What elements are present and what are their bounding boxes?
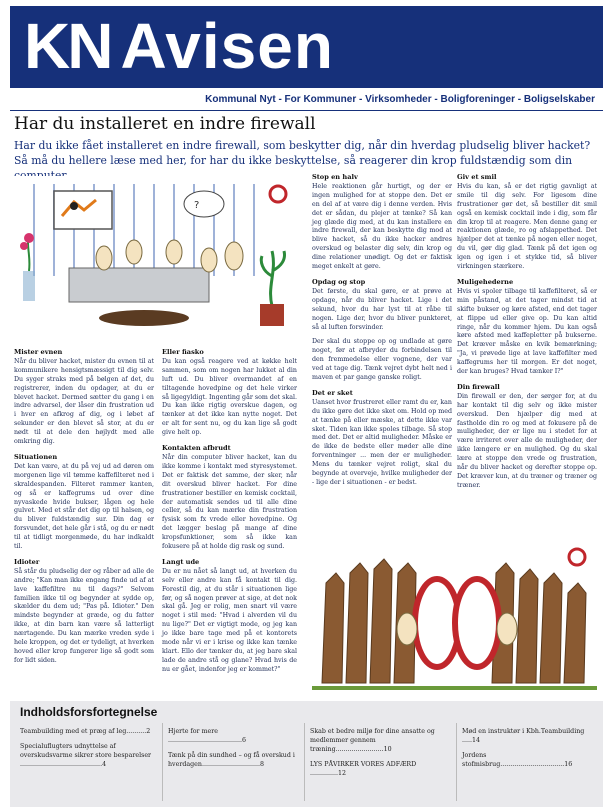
- toc-divider: [304, 723, 305, 801]
- newspaper-logo[interactable]: [24, 10, 334, 82]
- section-heading: Mister evnen: [14, 348, 63, 356]
- article-column-3: [312, 173, 452, 488]
- toc-entry[interactable]: Hjerte for mere .....................................6: [168, 728, 247, 744]
- section-heading: Det er sket: [312, 388, 353, 397]
- toc-entry[interactable]: LYS PÅVIRKER VORES ADFÆRD ..............12: [310, 761, 417, 777]
- section-text: Hvis vi spoler tilbage til kaffefilteret, så er min påstand, at det tager mindst tid at skifte bukser og køre afsted, end det tager at flippe ud eller give op. Du kan altid ringe, når du kommer hjem. Du kan også køre afsted med kaffepletter på bukserne. Det kræver måske en kvik bemærkning; "Ja, vi prøvede lige at lave kaffefilter med kaffegrums her til morgen. Er det noget, der kan bruges? Hvad tænker I?": [457, 287, 597, 376]
- section-text: Uanset hvor frustreret eller ramt du er, kan du ikke gøre det ikke sket om. Hold op med at tænke på eller mæske, at dette ikke var sket. Tiden kan ikke spoles tilbage. Så stop med det. Det er altid muligheder. Måske er de ikke de bedste eller møder alle dine forventninger ... men der er muligheder. Mens du tænker vejret roligt, skal du begynde at overveje, hvilke muligheder der - lige der i situationen - er bedst.: [312, 398, 452, 486]
- section-heading: Muligehederne: [457, 277, 514, 286]
- article-lead: Har du ikke fået installeret en indre firewall, som beskytter dig, når din hverdag pludselig bliver hacket? Så må du hellere læse med her, for har du ikke beskyttelse, så reagerer din krop fuldstændig som din: [14, 139, 591, 167]
- masthead: [10, 6, 603, 88]
- toc-column-1: [20, 727, 158, 775]
- toc-divider: [162, 723, 163, 801]
- office-illustration: [14, 176, 297, 338]
- section-text: Din firewall er den, der sørger for, at du har kontakt til dig selv og ikke mister overskud. Den hjælper dig med at fastholde din ro og med at fokusere på de muligheder, der er lige nu i stedet for at være irriteret over alle de muligheder, der ikke længere er en mulighed. Og du skal lære at stoppe den vrede og frustration, når du bliver hacket og derefter stoppe op. Det kræver kun, at du træner og træner og træner.: [457, 392, 597, 489]
- table-of-contents: [10, 701, 603, 807]
- toc-entry[interactable]: Tænk på din sundhed – og få overskud i hverdagen.............................8: [168, 752, 295, 768]
- article-column-4: [457, 173, 597, 491]
- section-heading: Langt ude: [162, 557, 200, 566]
- section-heading: Giv et smil: [457, 173, 497, 181]
- section-text: Du kan også reagere ved at køkke helt sammen, som om nogen har lukket al din luft ud. Du bliver overmandet af en tiltagende hovedpine og det hele virker så ligegyldigt. Ingenting går som det skal. Du kan ikke rigtig overskue dagen, og tænker at det ikke kan nytte noget. Det er alt for sent nu, og du kan lige så godt give helt op.: [162, 357, 297, 437]
- section-heading: Kontakten afbrudt: [162, 444, 231, 453]
- tagline: [10, 92, 603, 111]
- section-text: Det kan være, at du på vej ud ad døren om morgenen lige vil tømme kaffefilteret ned i skraldespanden. Filteret rammer kanten, og så er kaffegrums ud over dine nyvaskede hvide bukser, lågen og hele gulvet. Med et står det dig op til halsen, og du bliver fuldstændig sur. Din dag er forsvundet, det hele går i stå, og du er nødt til at tidligt morgenmøde, du har indkaldt til.: [14, 462, 154, 551]
- section-text: Når din computer bliver hacket, kan du ikke komme i kontakt med styresystemet. Det er faktisk det samme, der sker, når dit overskud bliver hacket. For dine frustrationer bestiller en kemisk cocktail, der automatisk sendes ud til alle dine celler, så du kan mærke din frustration fysisk som fx vrede eller hovedpine. Og det lægger beslag på mange af dine kropsfunktioner, som så ikke kan fokusere på at holde dig rask og sund.: [162, 453, 297, 551]
- section-text: Der skal du stoppe op og undlade at gøre noget, før at afbryder du forbindelsen til den fremmedelse eller vognene, der var ved at tage dig. Tænk vejret dybt helt ned i maven et par gange ganske roligt.: [312, 338, 452, 382]
- section-heading: Din firewall: [457, 382, 500, 391]
- section-text: Hvis du kan, så er det rigtig gavnligt at smile til dig selv. For ligesom dine frustrationer gør det, så bestiller dit smil også en kemisk cocktail inde i dig, som får din krop til at reagere. Men denne gang er reaktionen glæde, ro og afslappethed. Det hjælper det at tænke på nogen eller noget, du vil, gør dig glad. Tænk på det igen og igen og igen i et stykke tid, så bliver virkningen stærkere.: [457, 182, 597, 271]
- svg-text:?: ?: [194, 200, 200, 211]
- tagline-text: Kommunal Nyt - For Kommuner - Virksomheder - Boligforeninger - Boligselskaber: [205, 94, 595, 105]
- section-text: Hele reaktionen går hurtigt, og der er ingen mulighed for at stoppe den. Det er en del af at være dig i denne verden. Hvis det er sådan, du plejer at tænke? Så kan jeg glæde dig med, at du kan installere en indre firewall, der kan beskytte dig mod at blive hacket, så du ikke hacker andres overskud og belaster dig selv, din krop og dine relationer unødigt. Og det er faktisk meget enkelt at gøre.: [312, 182, 452, 271]
- fence-illustration: [312, 543, 597, 693]
- article-headline: Har du installeret en indre firewall: [14, 114, 316, 134]
- toc-column-3: [310, 727, 450, 784]
- toc-entry[interactable]: Specialuflugters udnyttelse af overskudsvarme sikrer store besparelser .........................................4: [20, 743, 152, 768]
- toc-entry[interactable]: Jordens stofmisbrug................................16: [462, 752, 573, 768]
- toc-entry[interactable]: Skab et bedre miljø for dine ansatte og medlemmer gennem træning........................10: [310, 728, 435, 753]
- article-column-1: [14, 348, 154, 666]
- logo-name: Avisen: [120, 10, 334, 82]
- toc-title: Indholdsforsfortegnelse: [20, 705, 158, 719]
- section-heading: Stop en halv: [312, 173, 358, 181]
- toc-divider: [456, 723, 457, 801]
- section-text: Så står du pludselig der og råber ad alle de andre; "Kan man ikke engang finde ud af at lave kaffefiltre nu til dags?" Selvom familien ikke til og begynder at sydde op, skælder du dem ud; "Pas på. Idioter." Den mindste begynder at græde, og du fatter ikke, at din barn kan være så latterligt nærtagende. Du kan mærke vreden syde i hele kroppen, og det er tydeligt, at hverken hoved eller krop fungerer lige så godt som for lidt siden.: [14, 567, 154, 664]
- section-heading: Eller fiasko: [162, 348, 204, 356]
- toc-column-4: [462, 727, 596, 775]
- article-column-2: [162, 348, 297, 675]
- logo-kn: KN: [24, 10, 111, 82]
- section-text: Det første, du skal gøre, er at prøve at opdage, når du bliver hacket. Lige i det sekund, hvor du har lyst til at råbe til nogen. Lige der, hvor du bliver punkteret, så al luften forsvinder.: [312, 287, 452, 331]
- toc-column-2: [168, 727, 298, 775]
- section-heading: Situationen: [14, 452, 58, 461]
- toc-entry[interactable]: Teambuilding med et præg af leg..........2: [20, 728, 151, 735]
- section-heading: Opdag og stop: [312, 277, 366, 286]
- section-text: Du er nu nået så langt ud, at hverken du selv eller andre kan få kontakt til dig. Forestil dig, at du står i situationen lige før, og så nogen prøver at sige, at det nok skal gå. Jeg er rolig, men snart vil være noget i stil med: "Hvad i alverden vil du nu lige?" Det er vigtigt mode, og jeg kan jo ikke bare tage med på et kontorets mode når vi er i krise og ikke kan tænke klart. Ello der tænker du, at jeg bare skal lade de andre stå og glane? Hvad hvis de nu er gået, indenfor jeg er kommet?": [162, 567, 297, 673]
- section-heading: Idioter: [14, 557, 40, 566]
- section-text: Når du bliver hacket, mister du evnen til at kommunikere hensigtsmæssigt til dig selv. Du syger straks med på bølgen af det, du registrerer, inden du opdager, at du er blevet hacket. Dermed sætter du gang i en indre advarsel, der låser din frustration ud i hver en afkrog af dig, og i løbet af sekunder er den blevet så stor, at du er nødt til at dele den højlydt med alle omkring dig.: [14, 357, 154, 446]
- toc-entry[interactable]: Mød en instruktør i Kbh.Teambuilding .....14: [462, 728, 585, 744]
